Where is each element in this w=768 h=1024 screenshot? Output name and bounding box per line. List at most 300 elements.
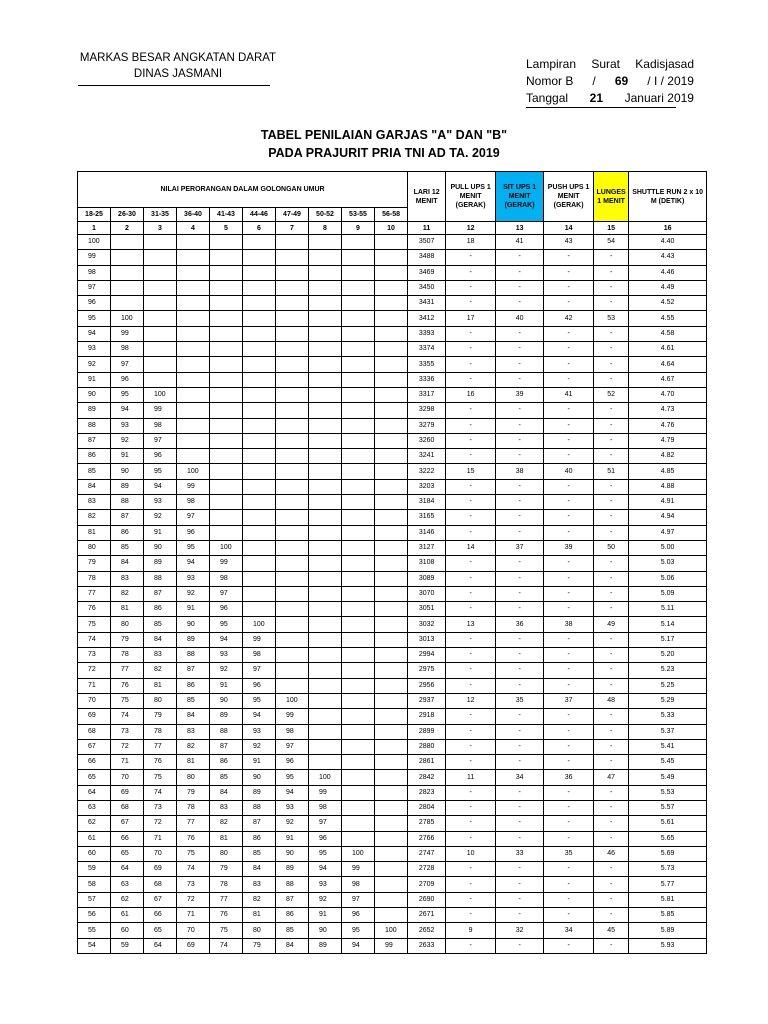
table-cell: 89	[78, 403, 111, 418]
table-cell	[375, 326, 408, 341]
table-cell: 99	[342, 862, 375, 877]
table-row	[78, 449, 707, 464]
table-cell: 3051	[408, 602, 446, 617]
column-number: 14	[544, 222, 594, 235]
table-cell: 18	[446, 235, 496, 250]
table-cell	[276, 342, 309, 357]
table-cell: 92	[309, 892, 342, 907]
table-cell: -	[496, 418, 544, 433]
table-cell: 96	[78, 296, 111, 311]
header-push-ups: PUSH UPS 1 MENIT (GERAK)	[544, 172, 594, 222]
table-cell	[309, 372, 342, 387]
table-cell: 5.57	[629, 800, 707, 815]
table-cell: 95	[342, 923, 375, 938]
table-cell	[342, 709, 375, 724]
column-number: 15	[594, 222, 629, 235]
table-cell: 85	[111, 540, 144, 555]
table-cell: -	[446, 510, 496, 525]
table-cell: 95	[276, 770, 309, 785]
table-cell: 99	[144, 403, 177, 418]
table-cell: 2956	[408, 678, 446, 693]
table-cell	[177, 280, 210, 295]
table-cell	[309, 525, 342, 540]
table-cell: -	[544, 892, 594, 907]
table-cell	[243, 250, 276, 265]
table-row	[78, 755, 707, 770]
table-cell: 93	[144, 495, 177, 510]
table-cell: 87	[111, 510, 144, 525]
table-cell: -	[496, 586, 544, 601]
table-cell	[342, 831, 375, 846]
table-cell: 3412	[408, 311, 446, 326]
table-cell: 2690	[408, 892, 446, 907]
age-col-1: 18-25	[78, 208, 111, 222]
table-cell	[375, 403, 408, 418]
table-cell: 2880	[408, 739, 446, 754]
table-cell: 87	[78, 433, 111, 448]
table-cell: -	[544, 280, 594, 295]
table-cell: 2747	[408, 846, 446, 861]
table-cell: -	[544, 938, 594, 953]
table-cell: -	[496, 724, 544, 739]
table-cell: -	[496, 785, 544, 800]
table-cell: -	[496, 556, 544, 571]
table-cell: 3108	[408, 556, 446, 571]
table-cell: 56	[78, 908, 111, 923]
table-cell: -	[496, 433, 544, 448]
table-cell: 91	[276, 831, 309, 846]
table-row	[78, 617, 707, 632]
column-number: 1	[78, 222, 111, 235]
table-cell: 69	[78, 709, 111, 724]
table-cell: -	[594, 831, 629, 846]
table-row	[78, 342, 707, 357]
table-cell	[342, 372, 375, 387]
table-cell: 82	[78, 510, 111, 525]
table-cell	[276, 326, 309, 341]
table-cell: -	[544, 877, 594, 892]
table-cell: -	[594, 449, 629, 464]
table-cell	[375, 311, 408, 326]
table-cell: -	[446, 556, 496, 571]
table-cell: 81	[78, 525, 111, 540]
table-cell	[243, 479, 276, 494]
table-row	[78, 326, 707, 341]
table-cell: 53	[594, 311, 629, 326]
table-cell	[342, 418, 375, 433]
table-cell: 91	[177, 602, 210, 617]
table-cell: 5.89	[629, 923, 707, 938]
table-cell	[276, 525, 309, 540]
table-cell: 62	[78, 816, 111, 831]
table-cell: 4.61	[629, 342, 707, 357]
table-cell: 80	[111, 617, 144, 632]
table-cell: 92	[210, 663, 243, 678]
table-cell: 3336	[408, 372, 446, 387]
table-cell: 64	[78, 785, 111, 800]
table-cell: -	[544, 816, 594, 831]
table-cell: -	[446, 908, 496, 923]
table-cell: 98	[243, 648, 276, 663]
table-cell	[375, 296, 408, 311]
table-cell: -	[446, 342, 496, 357]
age-col-9: 53-55	[342, 208, 375, 222]
table-cell	[177, 433, 210, 448]
table-cell	[144, 311, 177, 326]
table-cell: 93	[309, 877, 342, 892]
table-cell: -	[594, 785, 629, 800]
table-cell: 71	[111, 755, 144, 770]
table-cell	[276, 449, 309, 464]
table-cell: 98	[342, 877, 375, 892]
table-cell: 98	[144, 418, 177, 433]
table-cell: 95	[309, 846, 342, 861]
column-number: 10	[375, 222, 408, 235]
table-cell: 2823	[408, 785, 446, 800]
table-row	[78, 311, 707, 326]
table-cell: -	[496, 908, 544, 923]
table-cell: -	[446, 816, 496, 831]
table-cell: 5.41	[629, 739, 707, 754]
table-cell	[309, 556, 342, 571]
table-cell	[342, 770, 375, 785]
table-cell: 65	[111, 846, 144, 861]
table-cell: 83	[243, 877, 276, 892]
table-cell	[309, 235, 342, 250]
table-cell: 96	[243, 678, 276, 693]
table-cell: -	[594, 479, 629, 494]
table-cell	[144, 342, 177, 357]
table-row	[78, 250, 707, 265]
table-cell: 5.23	[629, 663, 707, 678]
table-cell	[375, 892, 408, 907]
table-cell	[276, 418, 309, 433]
table-cell: -	[544, 372, 594, 387]
table-cell: 71	[144, 831, 177, 846]
table-cell: -	[594, 739, 629, 754]
table-cell: 92	[111, 433, 144, 448]
table-cell: -	[496, 510, 544, 525]
table-cell	[375, 464, 408, 479]
table-cell: 37	[496, 540, 544, 555]
table-cell: 33	[496, 846, 544, 861]
table-cell: -	[544, 265, 594, 280]
table-cell	[342, 724, 375, 739]
column-number: 8	[309, 222, 342, 235]
table-cell: 69	[144, 862, 177, 877]
table-cell	[375, 525, 408, 540]
table-cell: 5.81	[629, 892, 707, 907]
table-cell: 92	[78, 357, 111, 372]
table-row	[78, 265, 707, 280]
table-cell	[243, 311, 276, 326]
age-col-3: 31-35	[144, 208, 177, 222]
table-cell: 94	[177, 556, 210, 571]
table-cell	[309, 510, 342, 525]
table-cell: 82	[210, 816, 243, 831]
table-cell: -	[594, 602, 629, 617]
table-cell	[210, 525, 243, 540]
table-cell: -	[446, 357, 496, 372]
table-cell	[375, 663, 408, 678]
table-cell	[243, 280, 276, 295]
table-cell	[210, 280, 243, 295]
table-cell: 52	[594, 387, 629, 402]
table-cell	[342, 739, 375, 754]
table-cell	[309, 602, 342, 617]
table-cell: 87	[243, 816, 276, 831]
table-title	[0, 126, 768, 162]
table-cell: 86	[243, 831, 276, 846]
title-line-2: PADA PRAJURIT PRIA TNI AD TA. 2019	[268, 146, 500, 160]
table-cell: -	[594, 265, 629, 280]
table-cell: 5.11	[629, 602, 707, 617]
table-cell: 92	[144, 510, 177, 525]
table-cell: 100	[276, 693, 309, 708]
table-cell	[375, 540, 408, 555]
table-cell	[210, 449, 243, 464]
table-cell: 83	[78, 495, 111, 510]
table-cell: 15	[446, 464, 496, 479]
table-cell	[375, 678, 408, 693]
table-cell	[375, 235, 408, 250]
table-row	[78, 495, 707, 510]
table-row	[78, 571, 707, 586]
ref-number-suffix: / I / 2019	[647, 74, 694, 88]
table-cell: -	[594, 357, 629, 372]
table-cell	[243, 418, 276, 433]
table-cell: 81	[243, 908, 276, 923]
header-lunges: LUNGES 1 MENIT	[594, 172, 629, 222]
table-cell: 96	[342, 908, 375, 923]
table-cell: 96	[210, 602, 243, 617]
table-cell: -	[446, 372, 496, 387]
table-cell: 5.77	[629, 877, 707, 892]
table-cell	[309, 403, 342, 418]
table-cell: 77	[144, 739, 177, 754]
column-number: 16	[629, 222, 707, 235]
table-cell	[375, 862, 408, 877]
table-cell: -	[594, 816, 629, 831]
table-cell	[342, 755, 375, 770]
table-cell: 85	[177, 693, 210, 708]
table-cell: -	[594, 724, 629, 739]
table-cell: 95	[177, 540, 210, 555]
table-cell	[243, 342, 276, 357]
table-cell: -	[544, 571, 594, 586]
column-number: 4	[177, 222, 210, 235]
table-cell: -	[594, 678, 629, 693]
org-underline	[78, 85, 270, 86]
table-cell: 47	[594, 770, 629, 785]
table-cell: 2994	[408, 648, 446, 663]
table-cell: 99	[111, 326, 144, 341]
table-cell	[309, 755, 342, 770]
table-cell: 82	[144, 663, 177, 678]
table-cell	[243, 235, 276, 250]
table-row	[78, 739, 707, 754]
table-row	[78, 831, 707, 846]
table-row	[78, 280, 707, 295]
table-cell: 12	[446, 693, 496, 708]
table-cell	[177, 265, 210, 280]
table-cell: -	[544, 525, 594, 540]
table-cell: 100	[78, 235, 111, 250]
table-cell: 97	[78, 280, 111, 295]
table-cell: -	[544, 709, 594, 724]
table-cell: 74	[111, 709, 144, 724]
table-cell: -	[496, 663, 544, 678]
table-cell	[342, 571, 375, 586]
table-cell: 5.00	[629, 540, 707, 555]
table-cell: 64	[111, 862, 144, 877]
table-cell: -	[446, 495, 496, 510]
organization-header	[78, 50, 278, 82]
ref-issuer: Kadisjasad	[635, 57, 694, 71]
table-cell: 91	[210, 678, 243, 693]
table-row	[78, 862, 707, 877]
table-row	[78, 648, 707, 663]
column-number: 7	[276, 222, 309, 235]
table-cell: 51	[594, 464, 629, 479]
table-cell: 40	[544, 464, 594, 479]
table-cell	[177, 403, 210, 418]
header-pull-ups: PULL UPS 1 MENIT (GERAK)	[446, 172, 496, 222]
table-cell	[375, 693, 408, 708]
table-cell: -	[446, 663, 496, 678]
table-cell: -	[544, 433, 594, 448]
table-cell: -	[496, 280, 544, 295]
table-cell: 54	[78, 938, 111, 953]
table-cell: 5.65	[629, 831, 707, 846]
table-cell: 59	[111, 938, 144, 953]
table-cell: 76	[210, 908, 243, 923]
table-cell: 98	[111, 342, 144, 357]
table-cell: 84	[243, 862, 276, 877]
table-cell: -	[594, 418, 629, 433]
table-cell: -	[446, 418, 496, 433]
table-cell	[243, 540, 276, 555]
table-cell: 82	[243, 892, 276, 907]
table-cell	[375, 372, 408, 387]
table-cell: -	[544, 479, 594, 494]
table-cell: 99	[177, 479, 210, 494]
table-cell	[210, 326, 243, 341]
table-cell	[309, 387, 342, 402]
table-cell: 77	[210, 892, 243, 907]
table-cell: -	[594, 372, 629, 387]
table-cell	[375, 709, 408, 724]
table-cell	[243, 495, 276, 510]
table-cell: 34	[544, 923, 594, 938]
table-cell	[342, 586, 375, 601]
table-cell: 40	[496, 311, 544, 326]
table-cell	[309, 693, 342, 708]
table-cell: -	[446, 449, 496, 464]
table-cell: -	[446, 525, 496, 540]
table-cell: 2899	[408, 724, 446, 739]
table-cell: 84	[177, 709, 210, 724]
table-cell: -	[446, 632, 496, 647]
table-cell: 2728	[408, 862, 446, 877]
table-cell: 5.49	[629, 770, 707, 785]
table-cell: 5.73	[629, 862, 707, 877]
table-cell: 64	[144, 938, 177, 953]
table-cell	[342, 296, 375, 311]
table-cell: 78	[111, 648, 144, 663]
table-cell: 91	[309, 908, 342, 923]
table-cell	[243, 326, 276, 341]
table-cell: 96	[111, 372, 144, 387]
table-cell	[342, 280, 375, 295]
table-cell	[375, 785, 408, 800]
table-cell	[342, 540, 375, 555]
table-cell: -	[594, 250, 629, 265]
table-row	[78, 709, 707, 724]
table-cell: 72	[78, 663, 111, 678]
table-cell: -	[544, 495, 594, 510]
table-cell: 3127	[408, 540, 446, 555]
ref-number-label: Nomor B	[526, 74, 574, 88]
table-cell: 3070	[408, 586, 446, 601]
table-cell: -	[594, 632, 629, 647]
table-cell: 60	[111, 923, 144, 938]
table-cell: 3298	[408, 403, 446, 418]
table-cell	[111, 296, 144, 311]
ref-number-sep: /	[592, 74, 596, 88]
table-cell: 2709	[408, 877, 446, 892]
table-cell: 85	[144, 617, 177, 632]
table-cell: 100	[309, 770, 342, 785]
table-cell	[210, 495, 243, 510]
table-cell: 95	[111, 387, 144, 402]
table-cell: -	[446, 326, 496, 341]
table-cell: 97	[177, 510, 210, 525]
table-cell: 36	[544, 770, 594, 785]
ref-date-label: Tanggal	[526, 91, 569, 105]
table-cell: 3317	[408, 387, 446, 402]
table-cell: 57	[78, 892, 111, 907]
table-cell: 3089	[408, 571, 446, 586]
age-col-6: 44-46	[243, 208, 276, 222]
table-cell: 4.58	[629, 326, 707, 341]
table-cell: 75	[111, 693, 144, 708]
table-cell	[342, 387, 375, 402]
table-cell: 89	[276, 862, 309, 877]
table-cell: 5.25	[629, 678, 707, 693]
table-cell: -	[544, 663, 594, 678]
table-cell: 3507	[408, 235, 446, 250]
table-cell: 66	[78, 755, 111, 770]
table-cell	[309, 280, 342, 295]
table-cell: -	[544, 755, 594, 770]
table-cell	[309, 433, 342, 448]
table-cell: 70	[111, 770, 144, 785]
table-row	[78, 602, 707, 617]
table-cell	[276, 357, 309, 372]
table-cell: 80	[78, 540, 111, 555]
table-cell	[276, 663, 309, 678]
table-cell: -	[496, 816, 544, 831]
table-cell: 99	[276, 709, 309, 724]
table-cell	[375, 479, 408, 494]
table-cell: -	[446, 892, 496, 907]
age-col-2: 26-30	[111, 208, 144, 222]
column-number: 13	[496, 222, 544, 235]
table-cell	[276, 296, 309, 311]
table-cell	[177, 449, 210, 464]
table-cell: 5.09	[629, 586, 707, 601]
